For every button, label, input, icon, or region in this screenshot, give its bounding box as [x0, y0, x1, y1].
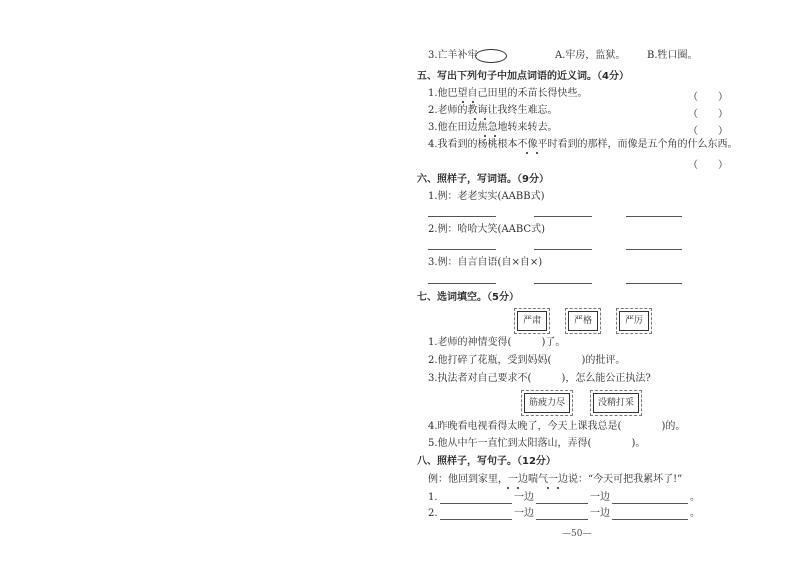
s6-item-2: 2.例：哈哈大笑(AABC式): [428, 224, 545, 235]
s5-item-4: 4.我看到的杨桃根本不像平时看到的那样，而像是五个角的什么东西。: [428, 139, 738, 150]
emphasis-dot: [472, 101, 474, 103]
emphasis-dot: [484, 135, 486, 137]
emphasis-dot: [462, 101, 464, 103]
emphasis-dot: [517, 487, 519, 489]
s8-yibian: 一边: [514, 508, 534, 519]
answer-blank[interactable]: [612, 503, 688, 504]
emphasis-dot: [557, 487, 559, 489]
word-box: 严厉: [619, 311, 649, 331]
answer-blank[interactable]: [626, 216, 682, 217]
s8-yibian: 一边: [590, 492, 610, 503]
emphasis-dot: [474, 118, 476, 120]
s8-yibian: 一边: [590, 508, 610, 519]
answer-blank[interactable]: [626, 249, 682, 250]
s5-paren-1: （ ）: [688, 92, 728, 103]
emphasis-dot: [484, 118, 486, 120]
emphasis-dot: [494, 135, 496, 137]
word-box: 没精打采: [593, 393, 639, 413]
s5-item-2: 2.老师的教诲让我终生难忘。: [428, 105, 558, 116]
answer-blank[interactable]: [534, 283, 592, 284]
s7-item-2: 2.他打碎了花瓶，受到妈妈( )的批评。: [428, 355, 626, 366]
answer-blank[interactable]: [440, 503, 512, 504]
s8-end: 。: [690, 508, 700, 519]
emphasis-dot: [536, 152, 538, 154]
s5-paren-4: （ ）: [688, 160, 728, 171]
section6-title: 六、照样子，写词语。（9分）: [417, 174, 549, 185]
emphasis-dot: [507, 487, 509, 489]
answer-blank[interactable]: [428, 249, 496, 250]
word-box: 严肃: [517, 311, 547, 331]
s5-item-3: 3.他在田边焦急地转来转去。: [428, 122, 558, 133]
s8-yibian: 一边: [514, 492, 534, 503]
section7-title: 七、选词填空。（5分）: [417, 292, 519, 303]
answer-blank[interactable]: [612, 519, 688, 520]
s5-paren-3: （ ）: [688, 126, 728, 137]
s5-paren-2: （ ）: [688, 109, 728, 120]
page-number: —50—: [562, 529, 592, 539]
answer-blank[interactable]: [626, 283, 682, 284]
answer-blank[interactable]: [534, 216, 592, 217]
answer-blank[interactable]: [536, 503, 588, 504]
answer-blank[interactable]: [440, 519, 512, 520]
answer-blank[interactable]: [534, 249, 592, 250]
s7-item-5: 5.他从中午一直忙到太阳落山，弄得( )。: [428, 438, 646, 449]
s5-item-1: 1.他巴望自己田里的禾苗长得快些。: [428, 88, 588, 99]
answer-blank[interactable]: [428, 283, 496, 284]
s7-item-4: 4.昨晚看电视看得太晚了，今天上课我总是( )的。: [428, 421, 686, 432]
s8-item-1-num: 1.: [428, 492, 438, 503]
answer-blank[interactable]: [428, 216, 496, 217]
s7-item-3: 3.执法者对自己要求不( )，怎么能公正执法?: [428, 373, 651, 384]
s8-end: 。: [690, 492, 700, 503]
emphasis-dot: [547, 487, 549, 489]
emphasis-dot: [526, 152, 528, 154]
section8-title: 八、照样子，写句子。（12分）: [417, 456, 556, 467]
s7-item-1: 1.老师的神情变得( )了。: [428, 337, 566, 348]
answer-blank[interactable]: [536, 519, 588, 520]
answer-oval: [475, 49, 507, 63]
s8-item-2-num: 2.: [428, 508, 438, 519]
q3-option-b: B.牲口圈。: [647, 50, 698, 61]
word-box: 筋疲力尽: [524, 393, 570, 413]
q3-option-a: A.牢房，监狱。: [555, 50, 626, 61]
s6-item-1: 1.例：老老实实(AABB式): [428, 191, 545, 202]
s8-example: 例：他回到家里，一边喘气一边说：“今天可把我累坏了!”: [428, 474, 683, 485]
word-box: 严格: [568, 311, 598, 331]
q3-item: 3.亡羊补牢: [428, 50, 478, 61]
section5-title: 五、写出下列句子中加点词语的近义词。（4分）: [417, 71, 629, 82]
s6-item-3: 3.例：自言自语(自×自×): [428, 257, 543, 268]
